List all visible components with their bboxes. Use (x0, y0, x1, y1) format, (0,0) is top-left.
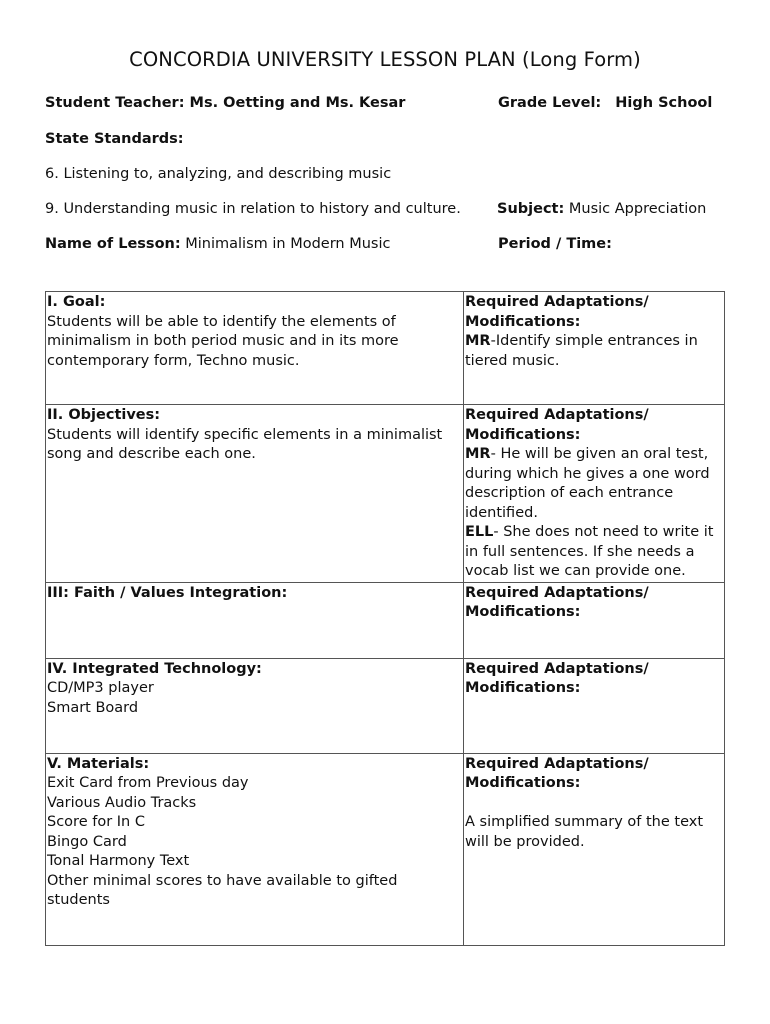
adaptation-line: vocab list we can provide one. (465, 563, 686, 579)
section-line: contemporary form, Techno music. (47, 352, 300, 369)
section-line: Students will be able to identify the elements of (47, 313, 396, 330)
section-line: minimalism in both period music and in its more (47, 333, 399, 349)
table-row (46, 582, 725, 658)
adaptations-heading: Required Adaptations/ (465, 407, 649, 423)
adaptation-line: tiered music. (465, 352, 560, 369)
adaptation-line: ELL- She does not need to write it (465, 524, 714, 540)
subject: Subject: Music Appreciation (497, 201, 707, 217)
adaptation-line (465, 794, 723, 814)
adaptations-heading: Modifications: (465, 680, 581, 696)
section-line: Smart Board (47, 699, 139, 716)
adaptation-line: identified. (465, 504, 538, 521)
adaptations-heading: Modifications: (465, 604, 581, 620)
standard-6: 6. Listening to, analyzing, and describing music (45, 166, 392, 182)
table-row (46, 753, 725, 945)
adaptations-cell (464, 582, 725, 658)
standard-9: 9. Understanding music in relation to history and culture. (45, 201, 461, 217)
section-heading: V. Materials: (47, 755, 150, 772)
section-line: Bingo Card (47, 833, 127, 850)
table-row (46, 658, 725, 753)
adaptations-cell (464, 405, 725, 583)
adaptations-heading: Required Adaptations/ (465, 584, 649, 601)
adaptation-line: MR- He will be given an oral test, (465, 446, 709, 462)
section-heading: IV. Integrated Technology: (47, 660, 262, 677)
lesson-plan-table (45, 291, 725, 946)
adaptations-heading: Required Adaptations/ (465, 294, 649, 310)
section-line: Tonal Harmony Text (47, 853, 190, 869)
state-standards-label: State Standards: (45, 131, 184, 147)
section-cell (46, 658, 464, 753)
adaptation-line: MR-Identify simple entrances in (465, 333, 698, 349)
adaptations-cell (464, 658, 725, 753)
section-heading: III: Faith / Values Integration: (47, 584, 288, 601)
section-cell (46, 753, 464, 945)
adaptations-cell (464, 753, 725, 945)
adaptation-line: description of each entrance (465, 485, 674, 501)
grade-level: Grade Level: High School (498, 95, 713, 111)
adaptation-line: during which he gives a one word (465, 465, 710, 482)
adaptation-line: will be provided. (465, 833, 585, 850)
section-line: students (47, 892, 110, 908)
page-title: CONCORDIA UNIVERSITY LESSON PLAN (Long Form) (129, 48, 641, 71)
adaptations-heading: Modifications: (465, 426, 581, 443)
adaptations-heading: Modifications: (465, 313, 581, 330)
lesson-name: Name of Lesson: Minimalism in Modern Music (45, 236, 391, 252)
section-line: Various Audio Tracks (47, 794, 197, 811)
section-line: Other minimal scores to have available to gifted (47, 872, 398, 889)
adaptation-line: A simplified summary of the text (465, 814, 704, 830)
adaptations-heading: Required Adaptations/ (465, 755, 649, 772)
section-heading: I. Goal: (47, 294, 106, 310)
section-line: Exit Card from Previous day (47, 775, 249, 791)
section-line: song and describe each one. (47, 446, 256, 462)
section-line: Score for In C (47, 814, 145, 830)
section-cell (46, 292, 464, 405)
table-row (46, 405, 725, 583)
section-cell (46, 405, 464, 583)
adaptations-heading: Required Adaptations/ (465, 660, 649, 677)
table-row (46, 292, 725, 405)
section-line: CD/MP3 player (47, 680, 154, 696)
section-heading: II. Objectives: (47, 407, 161, 423)
adaptation-line: in full sentences. If she needs a (465, 543, 695, 560)
period-time: Period / Time: (498, 236, 612, 252)
section-line: Students will identify specific elements in a minimalist (47, 426, 443, 443)
adaptations-cell (464, 292, 725, 405)
student-teacher: Student Teacher: Ms. Oetting and Ms. Kesar (45, 95, 406, 111)
section-cell (46, 582, 464, 658)
adaptations-heading: Modifications: (465, 775, 581, 791)
